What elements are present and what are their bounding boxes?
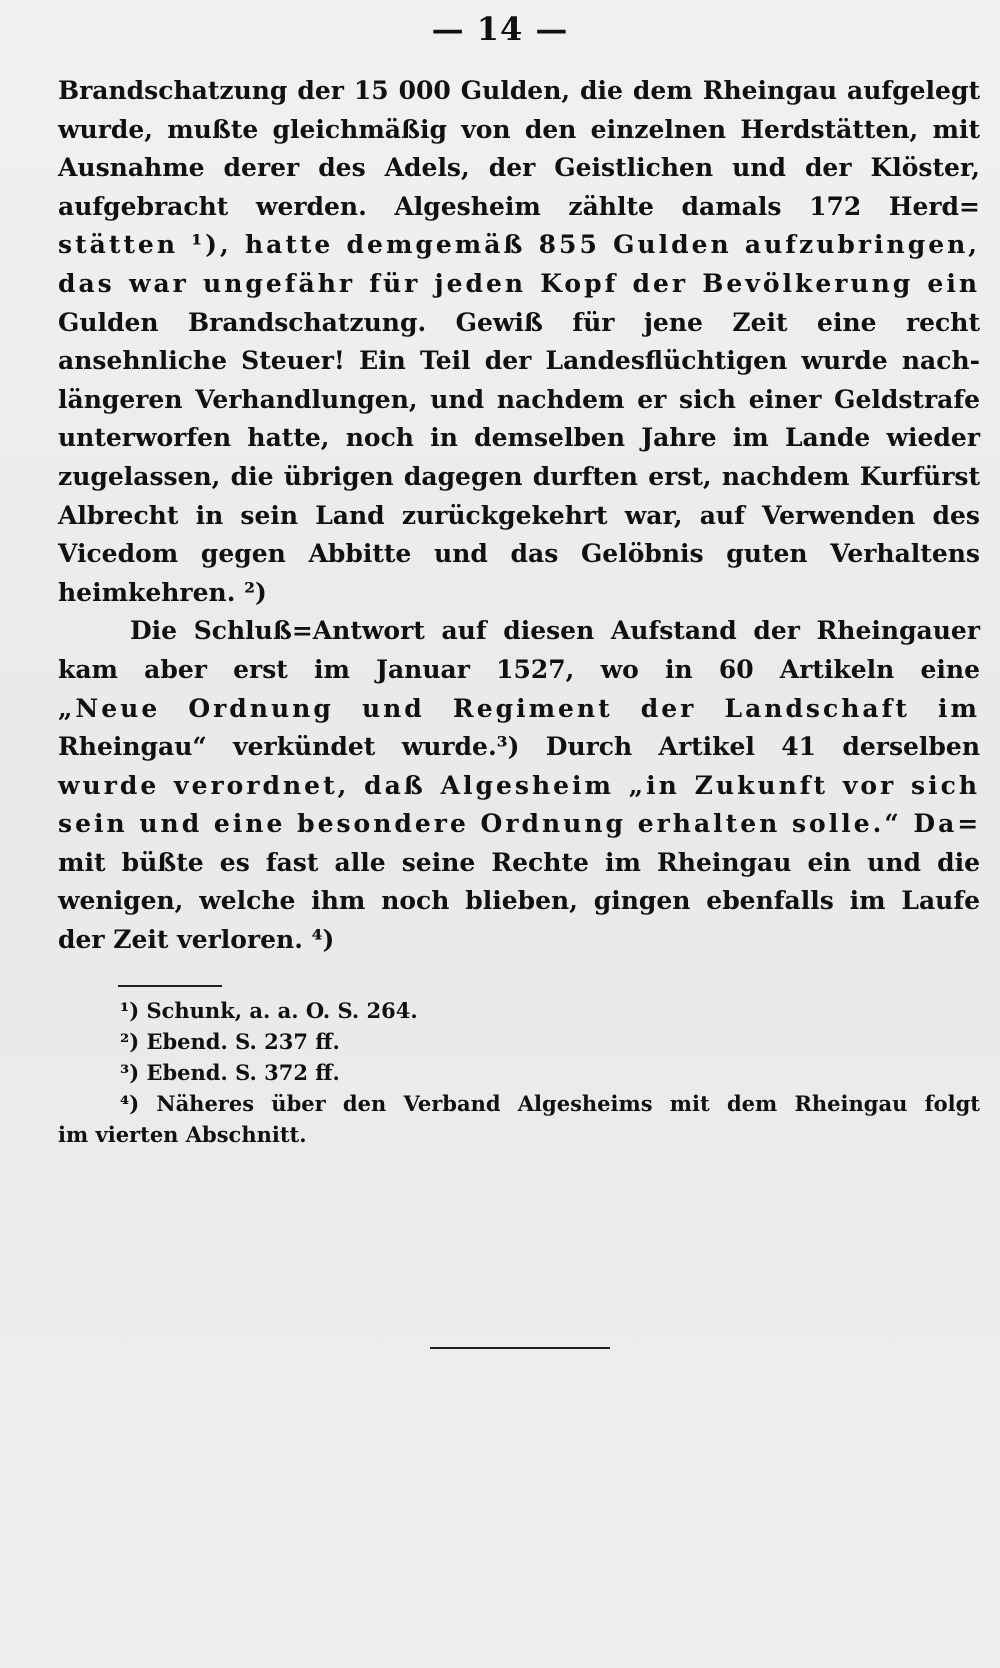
text-line: mit büßte es fast alle seine Rechte im Rheingau ein und die (58, 847, 980, 877)
main-text (58, 72, 980, 960)
text-line: Vicedom gegen Abbitte und das Gelöbnis guten Verhaltens (58, 539, 980, 569)
text-line: aufgebracht werden. Algesheim zählte damals 172 Herd= (58, 191, 980, 221)
footnote-4: ⁴) Näheres über den Verband Algesheims mit dem Rheingau folgt (120, 1091, 980, 1116)
text-line: sein und eine besondere Ordnung erhalten solle.“ Da= (58, 809, 982, 839)
text-line: heimkehren. ²) (58, 577, 267, 607)
text-line: stätten ¹), hatte demgemäß 855 Gulden aufzubringen, (58, 230, 980, 260)
footnote-4-continued: im vierten Abschnitt. (58, 1122, 307, 1147)
text-line: ansehnliche Steuer! Ein Teil der Landesflüchtigen wurde nach- (58, 346, 980, 376)
text-line: wenigen, welche ihm noch blieben, gingen ebenfalls im Laufe (58, 886, 980, 916)
text-line: wurde, mußte gleichmäßig von den einzelnen Herdstätten, mit (58, 114, 980, 144)
text-line: Gulden Brandschatzung. Gewiß für jene Zeit eine recht (58, 307, 980, 337)
text-line: längeren Verhandlungen, und nachdem er sich einer Geldstrafe (58, 384, 980, 414)
footnote-1: ¹) Schunk, a. a. O. S. 264. (120, 998, 418, 1023)
text-line: das war ungefähr für jeden Kopf der Bevölkerung ein (58, 268, 980, 298)
end-rule (430, 1347, 610, 1349)
text-line: Die Schluß=Antwort auf diesen Aufstand der Rheingauer (130, 616, 980, 646)
text-line: kam aber erst im Januar 1527, wo in 60 Artikeln eine (58, 654, 980, 684)
text-line: unterworfen hatte, noch in demselben Jahre im Lande wieder (58, 423, 980, 453)
text-line: Brandschatzung der 15 000 Gulden, die dem Rheingau aufgelegt (58, 76, 980, 105)
text-line: zugelassen, die übrigen dagegen durften erst, nachdem Kurfürst (58, 461, 980, 491)
text-line: Rheingau“ verkündet wurde.³) Durch Artikel 41 derselben (58, 732, 980, 762)
text-line: Ausnahme derer des Adels, der Geistlichen und der Klöster, (58, 153, 980, 183)
footnotes (58, 995, 980, 1150)
text-line: „Neue Ordnung und Regiment der Landschaft im (58, 693, 980, 723)
text-line: der Zeit verloren. ⁴) (58, 925, 335, 955)
footnote-separator (118, 985, 222, 987)
page-number: — 14 — (431, 10, 569, 48)
footnote-2: ²) Ebend. S. 237 ff. (120, 1029, 340, 1054)
footnote-3: ³) Ebend. S. 372 ff. (120, 1060, 340, 1085)
text-line: wurde verordnet, daß Algesheim „in Zukunft vor sich (58, 770, 980, 800)
text-line: Albrecht in sein Land zurückgekehrt war, auf Verwenden des (58, 500, 980, 530)
